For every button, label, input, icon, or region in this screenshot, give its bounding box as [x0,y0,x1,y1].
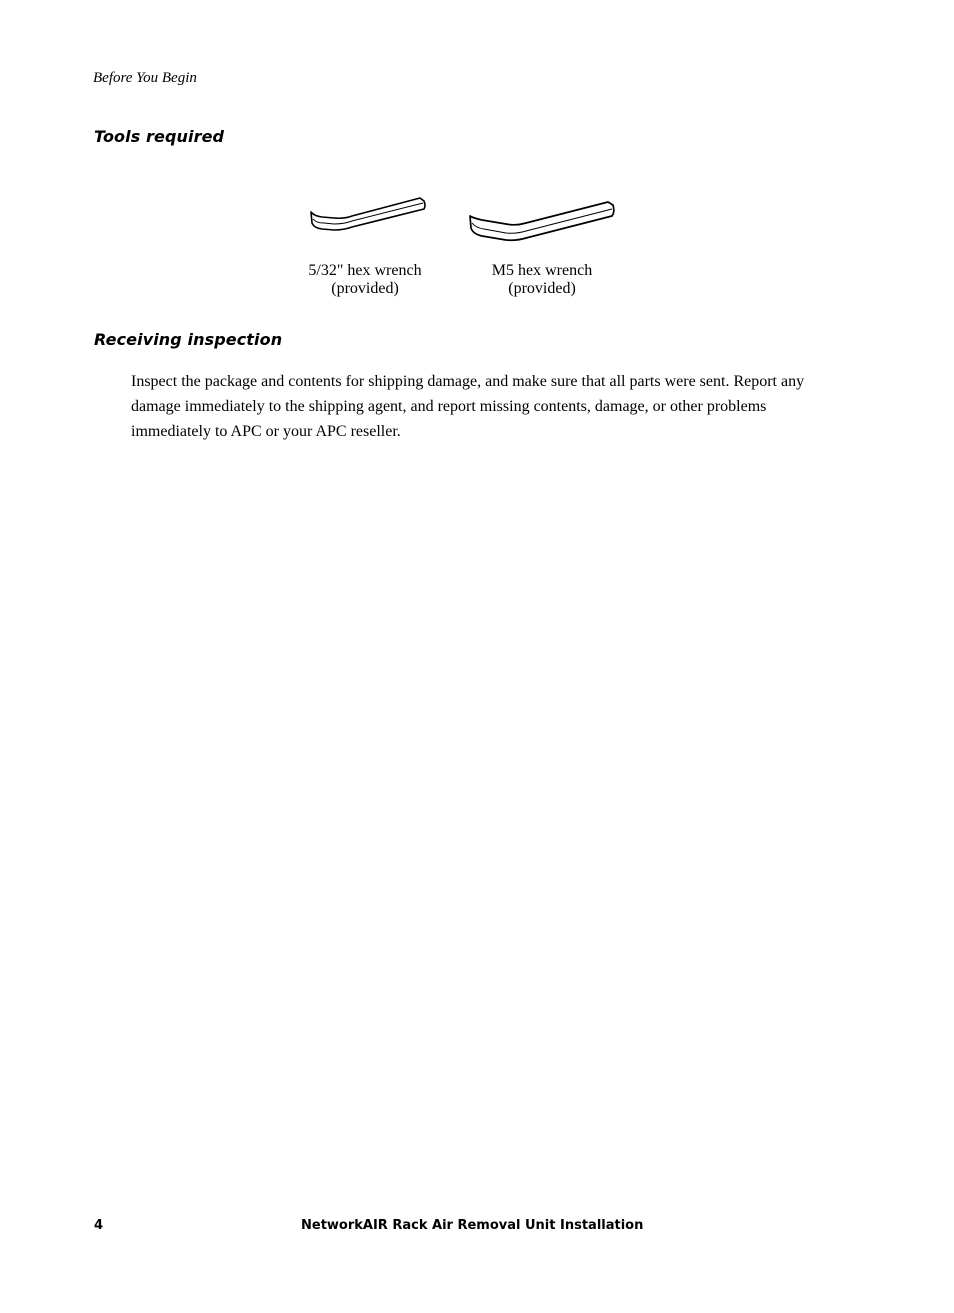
tool-note: (provided) [331,280,399,297]
tool-caption-2 [452,262,632,298]
receiving-inspection-paragraph: Inspect the package and contents for shipping damage, and make sure that all parts were sent. Report any damage immediately to the shipping agent, and report missing contents, damage, or other problems immediately to APC or your APC reseller. [131,373,805,440]
hex-wrench-small-illustration [300,188,430,238]
tool-note: (provided) [508,280,576,297]
tools-required-heading: Tools required [94,127,225,146]
footer-doc-title: NetworkAIR Rack Air Removal Unit Installation [301,1218,644,1233]
tool-name: 5/32" hex wrench [308,262,422,279]
tool-name: M5 hex wrench [491,262,593,279]
tool-caption-1 [275,262,455,298]
receiving-inspection-heading: Receiving inspection [94,330,283,349]
running-head: Before You Begin [93,70,197,86]
hex-wrench-m5-illustration [462,186,622,246]
page-number: 4 [94,1218,104,1233]
